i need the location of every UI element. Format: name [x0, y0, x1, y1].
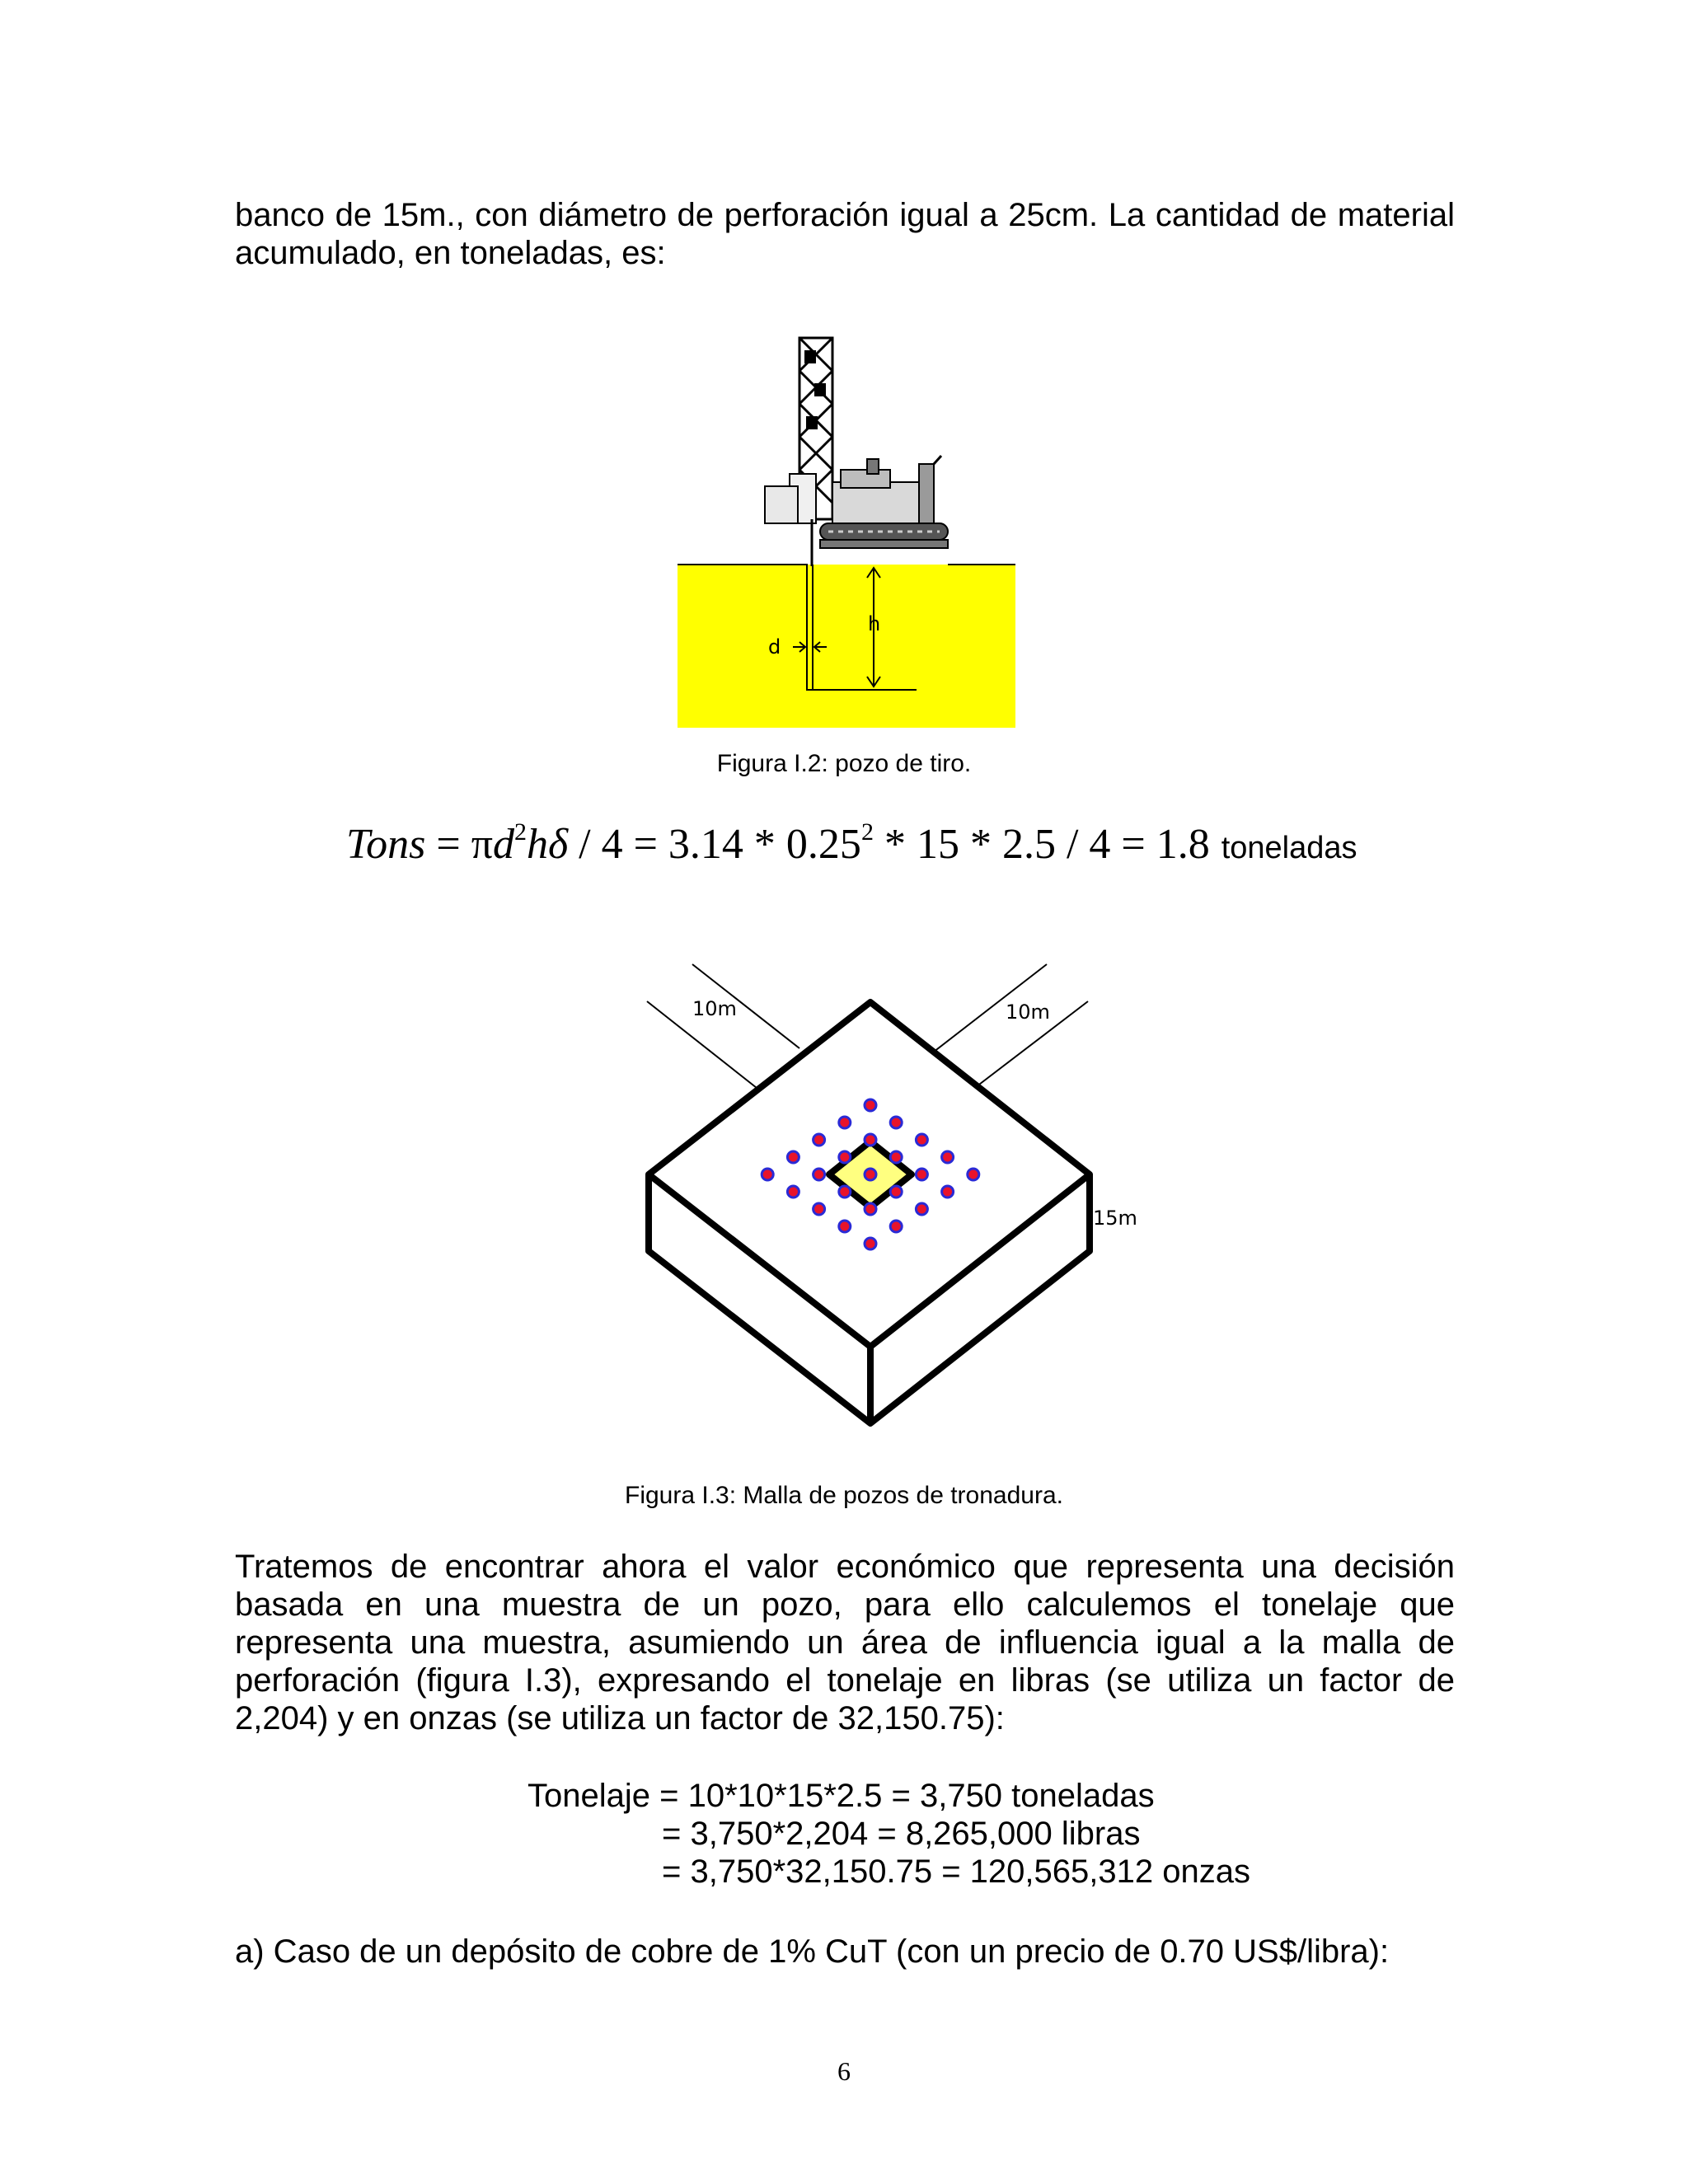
body-line: Tratemos de encontrar ahora el valor económico que representa una decisión	[235, 1549, 1455, 1585]
label-spacing-right: 10m	[1006, 1001, 1050, 1024]
formula-part-a: / 4 = 3.14 * 0.25	[568, 821, 861, 868]
page-number: 6	[837, 2056, 851, 2086]
formula-exp2: 2	[860, 818, 874, 846]
blast-hole-dot	[814, 1203, 825, 1215]
blast-hole-dot	[865, 1203, 876, 1215]
body-paragraph	[235, 1548, 1455, 1737]
blast-hole-dot	[839, 1186, 851, 1197]
blast-hole-dot	[814, 1169, 825, 1180]
blast-hole-dot	[865, 1238, 876, 1249]
figure2-caption: Figura I.2: pozo de tiro.	[716, 750, 972, 777]
formula-part-b: * 15 * 2.5 / 4 = 1.8	[873, 821, 1210, 868]
blast-hole-dot	[890, 1221, 902, 1232]
body-line: perforación (figura I.3), expresando el tonelaje en libras (se utiliza un factor de	[235, 1662, 1455, 1699]
label-d: d	[768, 635, 781, 658]
blast-hole-dot	[787, 1151, 799, 1163]
body-line: representa una muestra, asumiendo un área de influencia igual a la malla de	[235, 1624, 1455, 1661]
label-h: h	[868, 612, 881, 635]
blast-hole-dot	[916, 1134, 927, 1146]
intro-line: banco de 15m., con diámetro de perforación igual a 25cm. La cantidad de material	[235, 197, 1455, 233]
blast-hole-dot	[839, 1221, 851, 1232]
blast-hole-dot	[839, 1151, 851, 1163]
formula-unit: toneladas	[1221, 831, 1357, 865]
blast-hole-dot	[916, 1203, 927, 1215]
blast-hole-dot	[916, 1169, 927, 1180]
formula-d: d	[492, 821, 514, 868]
case-a: a) Caso de un depósito de cobre de 1% CuT (con un precio de 0.70 US$/libra):	[235, 1933, 1390, 1970]
blast-hole-dot	[839, 1117, 851, 1128]
blast-hole-dot	[814, 1134, 825, 1146]
tonnage-formula	[346, 820, 1357, 869]
ground-block	[678, 565, 1015, 728]
figure-blast-hole	[676, 334, 1022, 729]
formula-lhs: Tons	[346, 821, 426, 868]
blast-hole-dot	[942, 1151, 954, 1163]
body-line: basada en una muestra de un pozo, para ello calculemos el tonelaje que	[235, 1586, 1455, 1623]
formula-eq: = π	[425, 821, 493, 868]
intro-paragraph	[235, 196, 1455, 272]
drill-rig-icon	[765, 338, 948, 566]
blast-hole-dot	[762, 1169, 773, 1180]
blast-hole-dot	[890, 1186, 902, 1197]
blast-hole-dot	[890, 1151, 902, 1163]
blast-hole-dot	[787, 1186, 799, 1197]
blast-hole-dot	[890, 1117, 902, 1128]
formula-exp1: 2	[513, 818, 527, 846]
label-bench-height: 15m	[1093, 1207, 1137, 1230]
blast-hole-dot	[942, 1186, 954, 1197]
calc-line-2: = 3,750*2,204 = 8,265,000 libras	[662, 1816, 1141, 1852]
calc-line-1: Tonelaje = 10*10*15*2.5 = 3,750 toneladas	[528, 1778, 1155, 1814]
figure-blast-grid	[635, 956, 1137, 1434]
formula-h-delta: hδ	[526, 821, 569, 868]
body-line: 2,204) y en onzas (se utiliza un factor de 32,150.75):	[235, 1700, 1005, 1736]
blast-hole-dot	[968, 1169, 979, 1180]
blast-hole-dot	[865, 1134, 876, 1146]
blast-hole-dot	[865, 1099, 876, 1111]
intro-line: acumulado, en toneladas, es:	[235, 235, 666, 271]
calc-line-3: = 3,750*32,150.75 = 120,565,312 onzas	[662, 1854, 1250, 1890]
figure3-caption: Figura I.3: Malla de pozos de tronadura.	[625, 1482, 1063, 1509]
label-spacing-left: 10m	[692, 997, 737, 1020]
blast-hole-dot	[865, 1169, 876, 1180]
